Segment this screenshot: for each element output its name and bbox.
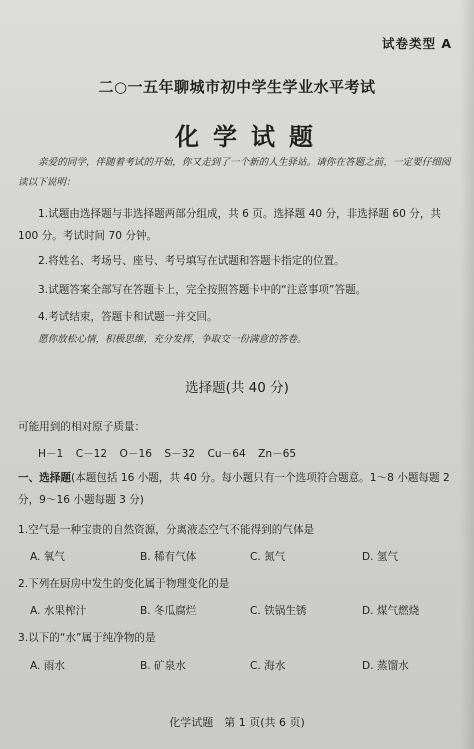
question-2-option-a: A. 水果榨汁: [30, 605, 87, 617]
part-one-description: (本题包括 16 小题，共 40 分。每小题只有一个选项符合题意。1～8 小题每题 2 分，9～16 小题每题 3 分): [18, 472, 450, 506]
instruction-4: 4.考试结束，答题卡和试题一并交回。: [38, 311, 218, 323]
question-2-option-d: D. 煤气燃烧: [362, 605, 420, 617]
atomic-mass-item: O－16: [119, 448, 152, 460]
atomic-mass-item: C－12: [75, 448, 108, 460]
question-1-option-d: D. 氢气: [362, 551, 399, 563]
page-footer: 化学试题 第 1 页(共 6 页): [169, 716, 305, 729]
atomic-mass-item: S－32: [164, 448, 196, 460]
paper-type-label: 试卷类型 A: [381, 36, 452, 51]
instruction-2: 2.将姓名、考场号、座号、考号填写在试题和答题卡指定的位置。: [38, 255, 345, 267]
atomic-mass-item: Cu－64: [207, 448, 246, 460]
question-3-option-c: C. 海水: [250, 660, 286, 672]
question-1-option-c: C. 氮气: [250, 551, 286, 563]
question-2-option-c: C. 铁锅生锈: [250, 605, 307, 617]
section-title: 选择题(共 40 分): [185, 380, 289, 396]
question-3-option-b: B. 矿泉水: [140, 660, 186, 672]
question-2-option-b: B. 冬瓜腐烂: [140, 605, 197, 617]
page-edge-shadow: [460, 0, 474, 749]
question-2-stem: 2.下列在厨房中发生的变化属于物理变化的是: [18, 578, 230, 590]
atomic-mass-item: Zn－65: [258, 448, 297, 460]
question-1-option-a: A. 氧气: [30, 551, 65, 563]
encouragement-text: 愿你放松心情，积极思维，充分发挥，争取交一份满意的答卷。: [38, 334, 307, 345]
question-3-stem: 3.以下的“水”属于纯净物的是: [18, 632, 156, 644]
intro-paragraph: 亲爱的同学，伴随着考试的开始，你又走到了一个新的人生驿站。请你在答题之前，一定要仔细阅读以下说明：: [18, 157, 451, 188]
question-1-stem: 1.空气是一种宝贵的自然资源，分离液态空气不能得到的气体是: [18, 524, 315, 536]
instruction-1: 1.试题由选择题与非选择题两部分组成，共 6 页。选择题 40 分，非选择题 60 分，共 100 分。考试时间 70 分钟。: [18, 208, 442, 242]
question-1-option-b: B. 稀有气体: [140, 551, 197, 563]
part-one-heading: [18, 467, 462, 511]
atomic-mass-list: [38, 446, 305, 461]
atomic-mass-item: H－1: [38, 448, 64, 460]
atomic-mass-label: 可能用到的相对原子质量：: [18, 421, 146, 433]
question-3-option-a: A. 雨水: [30, 660, 65, 672]
instruction-3: 3.试题答案全部写在答题卡上，完全按照答题卡中的“注意事项”答题。: [38, 284, 367, 296]
part-one-title: 一、选择题: [18, 472, 71, 484]
exam-title: 二○一五年聊城市初中学生学业水平考试: [98, 78, 376, 96]
question-3-option-d: D. 蒸馏水: [362, 660, 409, 672]
subject-title: 化学试题: [175, 122, 327, 151]
